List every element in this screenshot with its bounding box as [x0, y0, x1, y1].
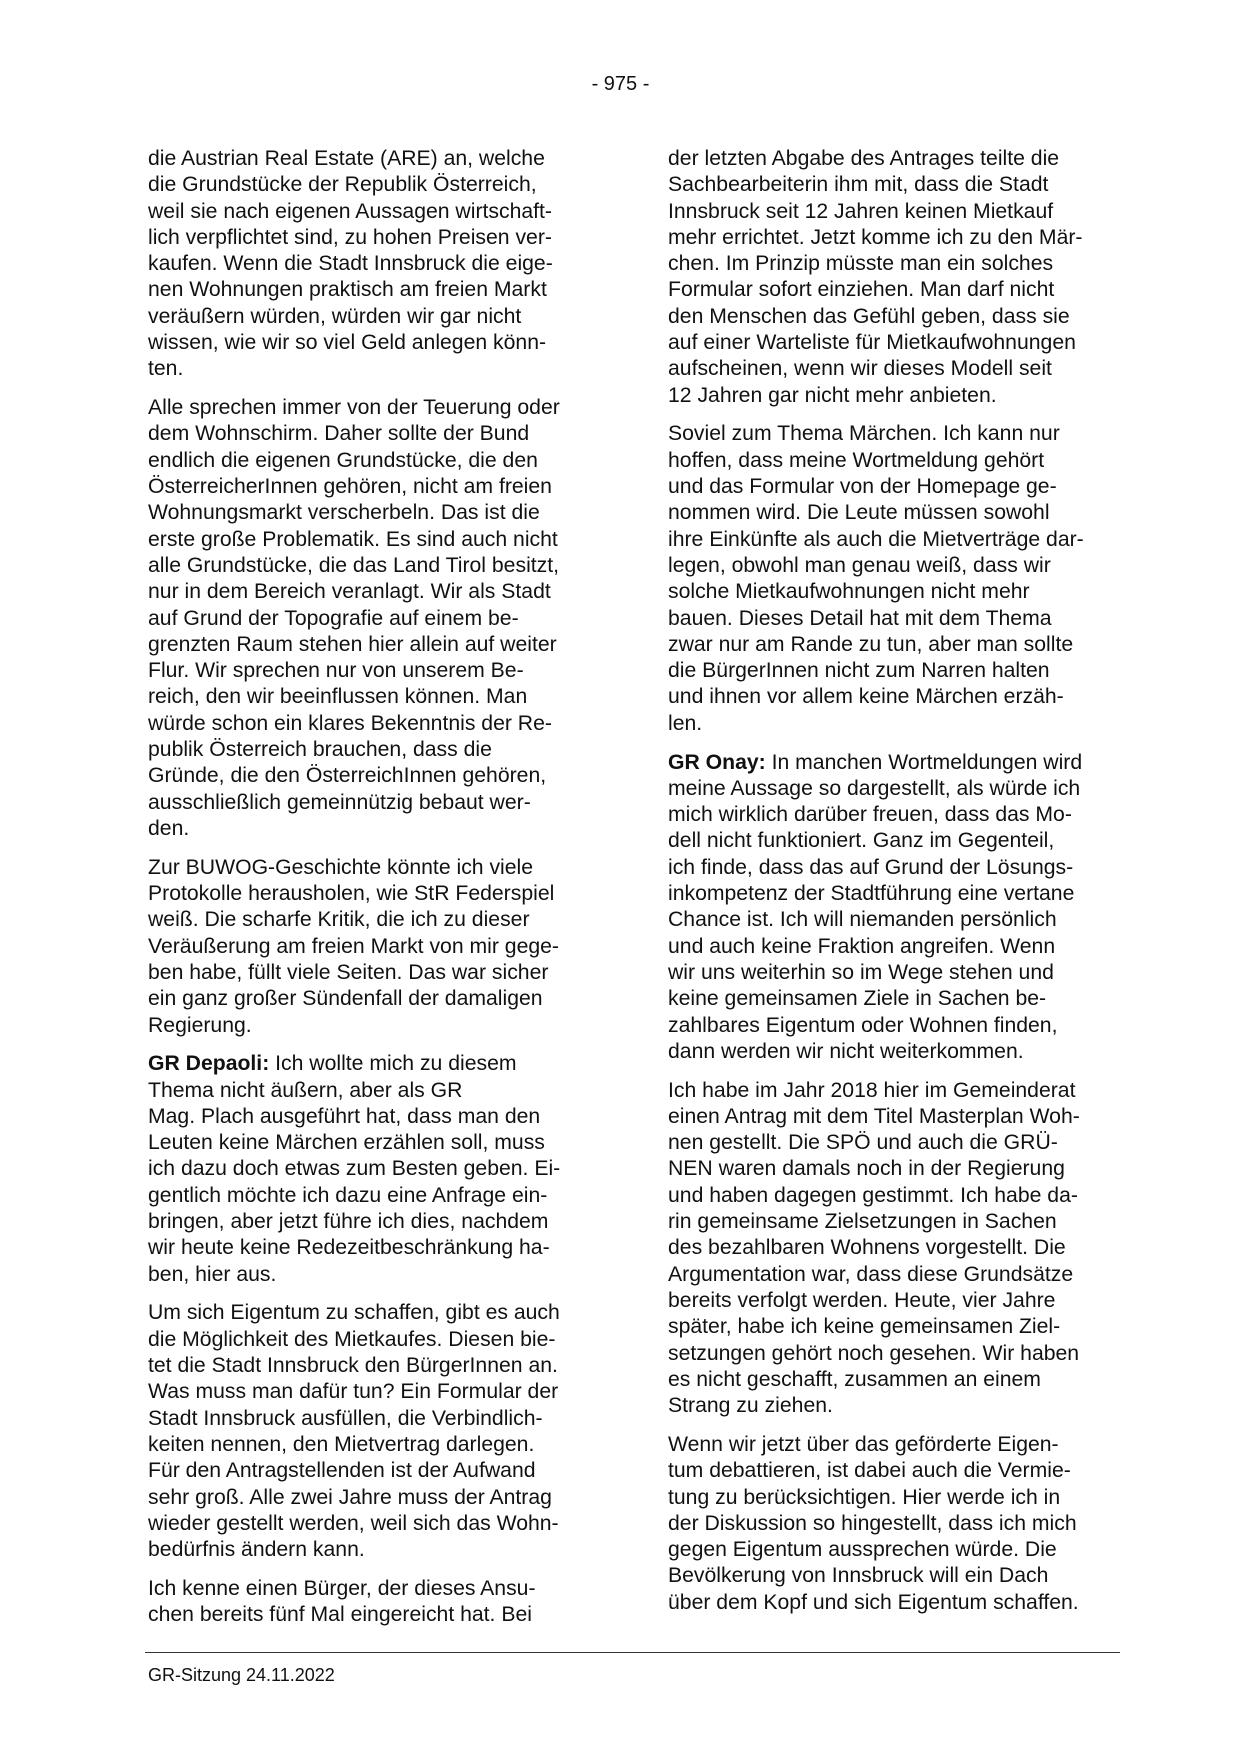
text-line: nur in dem Bereich veranlagt. Wir als Stadt [148, 580, 551, 604]
text-line: Leuten keine Märchen erzählen soll, muss [148, 1131, 545, 1155]
text-line: endlich die eigenen Grundstücke, die den [148, 448, 538, 472]
text-line: Regierung. [148, 1013, 252, 1037]
text-line: reich, den wir beeinflussen können. Man [148, 685, 528, 709]
paragraph [668, 1078, 1123, 1420]
text-line: tum debattieren, ist dabei auch die Vermie- [668, 1459, 1071, 1483]
text-line: die BürgerInnen nicht zum Narren halten [668, 659, 1050, 683]
text-line: einen Antrag mit dem Titel Masterplan Woh- [668, 1104, 1080, 1128]
text-line: den. [148, 816, 190, 840]
text-line: Bevölkerung von Innsbruck will ein Dach [668, 1564, 1049, 1588]
text-line: Für den Antragstellenden ist der Aufwand [148, 1459, 536, 1483]
text-line: wissen, wie wir so viel Geld anlegen könn- [148, 331, 547, 355]
text-line: chen bereits fünf Mal eingereicht hat. Bei [148, 1603, 532, 1627]
paragraph [148, 1051, 603, 1288]
paragraph [148, 1576, 603, 1629]
text-line: Veräußerung am freien Markt von mir gege- [148, 934, 559, 958]
text-line: dell nicht funktioniert. Ganz im Gegenteil, [668, 829, 1055, 853]
text-line: alle Grundstücke, die das Land Tirol besitzt, [148, 553, 560, 577]
text-line: gegen Eigentum aussprechen würde. Die [668, 1538, 1057, 1562]
text-line: legen, obwohl man genau weiß, dass wir [668, 553, 1051, 577]
text-line: chen. Im Prinzip müsste man ein solches [668, 252, 1054, 276]
text-line: nen Wohnungen praktisch am freien Markt [148, 278, 547, 302]
text-line: des bezahlbaren Wohnens vorgestellt. Die [668, 1236, 1066, 1260]
text-line: In manchen Wortmeldungen wird [765, 750, 1083, 774]
text-line: dann werden wir nicht weiterkommen. [668, 1039, 1024, 1063]
text-line: ausschließlich gemeinnützig bebaut wer- [148, 790, 531, 814]
text-line: zahlbares Eigentum oder Wohnen finden, [668, 1013, 1058, 1037]
text-line: zwar nur am Rande zu tun, aber man sollte [668, 632, 1074, 656]
text-line: lich verpflichtet sind, zu hohen Preisen ver- [148, 225, 552, 249]
text-line: über dem Kopf und sich Eigentum schaffen. [668, 1590, 1079, 1614]
text-line: weiß. Die scharfe Kritik, die ich zu dieser [148, 908, 530, 932]
text-line: der Diskussion so hingestellt, dass ich mich [668, 1511, 1077, 1535]
text-line: Protokolle herausholen, wie StR Federspiel [148, 882, 555, 906]
text-line: Chance ist. Ich will niemanden persönlich [668, 908, 1057, 932]
text-line: Gründe, die den ÖsterreichInnen gehören, [148, 764, 547, 788]
text-line: Soviel zum Thema Märchen. Ich kann nur [668, 422, 1060, 446]
text-line: den Menschen das Gefühl geben, dass sie [668, 304, 1070, 328]
text-line: publik Österreich brauchen, dass die [148, 738, 492, 762]
text-line: und haben dagegen gestimmt. Ich habe da- [668, 1183, 1078, 1207]
paragraph [148, 855, 603, 1039]
text-line: inkompetenz der Stadtführung eine vertane [668, 882, 1075, 906]
speaker-name: GR Depaoli: [148, 1052, 270, 1076]
text-line: ben, hier aus. [148, 1262, 277, 1286]
footer-divider [145, 1652, 1120, 1653]
text-line: Wenn wir jetzt über das geförderte Eigen- [668, 1432, 1059, 1456]
text-line: keine gemeinsamen Ziele in Sachen be- [668, 987, 1047, 1011]
text-line: NEN waren damals noch in der Regierung [668, 1157, 1065, 1181]
text-line: wir heute keine Redezeitbeschränkung ha- [148, 1236, 550, 1260]
text-line: Strang zu ziehen. [668, 1394, 833, 1418]
text-line: und ihnen vor allem keine Märchen erzäh- [668, 685, 1064, 709]
text-line: Sachbearbeiterin ihm mit, dass die Stadt [668, 173, 1049, 197]
text-line: mehr errichtet. Jetzt komme ich zu den Mär- [668, 225, 1083, 249]
page-number: - 975 - [591, 73, 650, 95]
text-line: Was muss man dafür tun? Ein Formular der [148, 1380, 559, 1404]
text-line: sehr groß. Alle zwei Jahre muss der Antrag [148, 1485, 552, 1509]
text-line: wir uns weiterhin so im Wege stehen und [668, 960, 1054, 984]
text-line: ÖsterreicherInnen gehören, nicht am freien [148, 475, 552, 499]
text-line: Ich wollte mich zu diesem [269, 1052, 517, 1076]
text-line: nommen wird. Die Leute müssen sowohl [668, 501, 1050, 525]
text-line: Wohnungsmarkt verscherbeln. Das ist die [148, 501, 540, 525]
text-line: nen gestellt. Die SPÖ und auch die GRÜ- [668, 1131, 1058, 1155]
text-line: und das Formular von der Homepage ge- [668, 475, 1057, 499]
text-line: keiten nennen, den Mietvertrag darlegen. [148, 1432, 535, 1456]
text-line: weil sie nach eigenen Aussagen wirtschaft- [148, 199, 552, 223]
text-line: Um sich Eigentum zu schaffen, gibt es auch [148, 1301, 560, 1325]
paragraph [668, 421, 1123, 737]
speaker-name: GR Onay: [668, 750, 766, 774]
paragraph [148, 1300, 603, 1563]
text-line: die Grundstücke der Republik Österreich, [148, 173, 537, 197]
text-line: gentlich möchte ich dazu eine Anfrage ein- [148, 1183, 548, 1207]
paragraph [668, 1432, 1123, 1616]
text-line: ein ganz großer Sündenfall der damaligen [148, 987, 543, 1011]
text-line: meine Aussage so dargestellt, als würde ich [668, 776, 1081, 800]
footer-session-date: GR-Sitzung 24.11.2022 [148, 1665, 335, 1685]
text-line: ten. [148, 357, 184, 381]
text-line: ihre Einkünfte als auch die Mietverträge dar- [668, 527, 1084, 551]
text-line: len. [668, 711, 703, 735]
text-line: solche Mietkaufwohnungen nicht mehr [668, 580, 1030, 604]
text-line: ich finde, dass das auf Grund der Lösungs- [668, 855, 1074, 879]
text-line: Thema nicht äußern, aber als GR [148, 1078, 463, 1102]
text-line: 12 Jahren gar nicht mehr anbieten. [668, 383, 997, 407]
text-line: aufscheinen, wenn wir dieses Modell seit [668, 357, 1052, 381]
text-line: setzungen gehört noch gesehen. Wir haben [668, 1341, 1080, 1365]
text-line: Stadt Innsbruck ausfüllen, die Verbindlich- [148, 1406, 543, 1430]
paragraph [668, 146, 1123, 409]
text-line: hoffen, dass meine Wortmeldung gehört [668, 448, 1045, 472]
text-line: später, habe ich keine gemeinsamen Ziel- [668, 1315, 1061, 1339]
paragraph [148, 146, 603, 383]
text-line: Formular sofort einziehen. Man darf nicht [668, 278, 1055, 302]
text-line: bringen, aber jetzt führe ich dies, nachdem [148, 1210, 549, 1234]
text-line: bedürfnis ändern kann. [148, 1538, 365, 1562]
paragraph [668, 750, 1123, 1066]
text-line: kaufen. Wenn die Stadt Innsbruck die eige- [148, 252, 553, 276]
text-line: erste große Problematik. Es sind auch nicht [148, 527, 558, 551]
text-line: würde schon ein klares Bekenntnis der Re- [148, 711, 552, 735]
text-line: tet die Stadt Innsbruck den BürgerInnen an. [148, 1354, 558, 1378]
text-line: auf einer Warteliste für Mietkaufwohnungen [668, 331, 1076, 355]
left-column [148, 146, 603, 1641]
text-line: Innsbruck seit 12 Jahren keinen Mietkauf [668, 199, 1054, 223]
text-line: die Möglichkeit des Mietkaufes. Diesen bie- [148, 1327, 556, 1351]
right-column [668, 146, 1123, 1629]
text-line: Mag. Plach ausgeführt hat, dass man den [148, 1104, 541, 1128]
text-line: auf Grund der Topografie auf einem be- [148, 606, 519, 630]
text-line: Alle sprechen immer von der Teuerung oder [148, 396, 560, 420]
text-line: Flur. Wir sprechen nur von unserem Be- [148, 659, 524, 683]
text-line: dem Wohnschirm. Daher sollte der Bund [148, 422, 530, 446]
text-line: bereits verfolgt werden. Heute, vier Jahre [668, 1288, 1056, 1312]
text-line: der letzten Abgabe des Antrages teilte die [668, 147, 1060, 170]
text-line: Zur BUWOG-Geschichte könnte ich viele [148, 855, 534, 879]
text-line: rin gemeinsame Zielsetzungen in Sachen [668, 1210, 1057, 1234]
text-line: ben habe, füllt viele Seiten. Das war sicher [148, 960, 549, 984]
text-line: tung zu berücksichtigen. Hier werde ich in [668, 1485, 1061, 1509]
text-line: ich dazu doch etwas zum Besten geben. Ei- [148, 1157, 561, 1181]
text-line: die Austrian Real Estate (ARE) an, welche [148, 147, 545, 170]
text-line: Ich habe im Jahr 2018 hier im Gemeinderat [668, 1078, 1076, 1102]
text-line: und auch keine Fraktion angreifen. Wenn [668, 934, 1056, 958]
text-line: Ich kenne einen Bürger, der dieses Ansu- [148, 1576, 536, 1600]
text-line: grenzten Raum stehen hier allein auf weiter [148, 632, 557, 656]
text-line: mich wirklich darüber freuen, dass das Mo- [668, 803, 1072, 827]
paragraph [148, 395, 603, 842]
text-line: bauen. Dieses Detail hat mit dem Thema [668, 606, 1052, 630]
text-line: Argumentation war, dass diese Grundsätze [668, 1262, 1074, 1286]
text-line: es nicht geschafft, zusammen an einem [668, 1367, 1041, 1391]
text-line: wieder gestellt werden, weil sich das Wohn- [148, 1511, 559, 1535]
text-line: veräußern würden, würden wir gar nicht [148, 304, 522, 328]
